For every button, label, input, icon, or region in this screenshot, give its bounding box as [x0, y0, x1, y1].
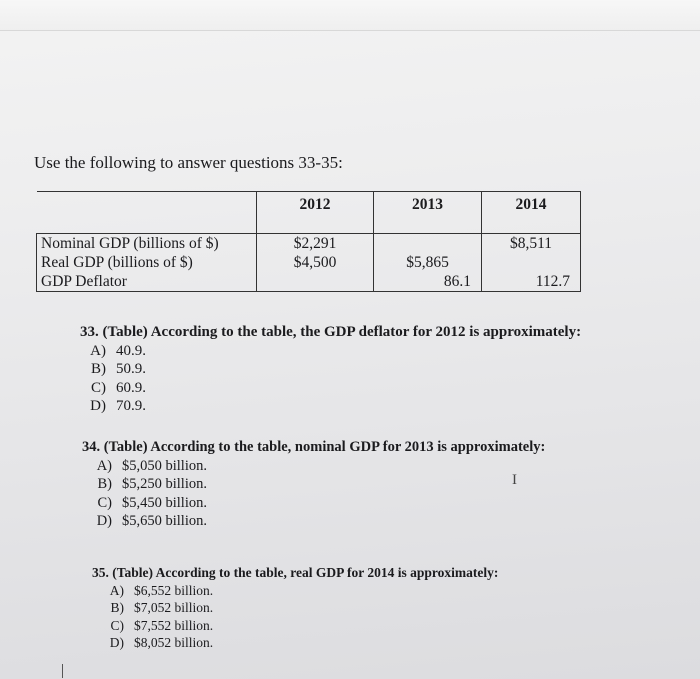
option-letter: C) — [91, 379, 106, 396]
option-text: $7,552 billion. — [134, 617, 214, 633]
cell-nominal-2013 — [374, 234, 482, 254]
intro-text: Use the following to answer questions 33-35: — [34, 153, 343, 172]
header-blank-cell — [37, 192, 257, 234]
header-2012: 2012 — [257, 192, 374, 234]
table-header-row — [37, 192, 581, 234]
option-text: 40.9. — [116, 342, 146, 359]
option-letter: B) — [91, 361, 106, 377]
option-text: $5,050 billion. — [122, 457, 207, 474]
question-stem: 33. (Table) According to the table, the GDP deflator for 2012 is approximately: — [80, 324, 582, 340]
question-35 — [92, 564, 498, 652]
answer-option — [80, 379, 581, 398]
table-row — [37, 272, 581, 292]
pen-mark — [62, 664, 63, 678]
question-34 — [82, 438, 545, 531]
table-row — [37, 253, 581, 272]
option-text: $6,552 billion. — [134, 582, 214, 598]
option-letter: B) — [97, 476, 112, 492]
question-stem: 34. (Table) According to the table, nominal GDP for 2013 is approximately: — [82, 439, 546, 455]
option-letter: A) — [109, 582, 124, 598]
option-text: $8,052 billion. — [134, 635, 214, 650]
answer-option — [82, 475, 545, 494]
answer-option — [92, 617, 498, 635]
cell-deflator-2013: 86.1 — [374, 272, 482, 292]
cell-real-2014 — [482, 253, 581, 272]
option-text: 70.9. — [116, 398, 146, 414]
answer-option — [92, 634, 498, 652]
question-stem: 35. (Table) According to the table, real GDP for 2014 is approximately: — [92, 565, 499, 580]
cell-real-2013: $5,865 — [374, 253, 482, 272]
answer-option — [92, 599, 498, 617]
header-2013: 2013 — [374, 192, 482, 234]
option-text: $5,250 billion. — [122, 476, 207, 492]
answer-option — [80, 360, 581, 379]
cell-nominal-2012: $2,291 — [257, 234, 374, 254]
cell-real-2012: $4,500 — [257, 253, 374, 272]
option-text: $5,450 billion. — [122, 494, 207, 511]
answer-option — [80, 397, 581, 416]
row-label: Nominal GDP (billions of $) — [37, 234, 257, 254]
option-text: 50.9. — [116, 361, 146, 377]
row-label: Real GDP (billions of $) — [37, 253, 257, 272]
answer-option — [80, 342, 581, 361]
text-cursor-icon: I — [512, 472, 517, 488]
option-letter: D) — [96, 513, 112, 529]
option-text: $7,052 billion. — [134, 600, 214, 615]
top-strip — [0, 0, 700, 31]
option-letter: B) — [110, 600, 124, 615]
option-letter: D) — [90, 398, 106, 414]
cell-deflator-2014: 112.7 — [482, 272, 581, 292]
option-letter: C) — [97, 494, 112, 511]
header-2014: 2014 — [482, 192, 581, 234]
cell-nominal-2014: $8,511 — [482, 234, 581, 254]
table-row — [37, 234, 581, 254]
option-text: 60.9. — [116, 379, 146, 396]
answer-option — [82, 457, 545, 476]
question-33 — [80, 323, 581, 416]
option-letter: C) — [110, 617, 124, 633]
option-letter: A) — [96, 457, 112, 474]
answer-option — [92, 582, 498, 600]
gdp-table — [36, 191, 581, 292]
option-text: $5,650 billion. — [122, 513, 207, 529]
cell-deflator-2012 — [257, 272, 374, 292]
row-label: GDP Deflator — [37, 272, 257, 292]
answer-option — [82, 494, 545, 513]
option-letter: D) — [109, 635, 124, 650]
answer-option — [82, 512, 545, 531]
option-letter: A) — [90, 342, 106, 359]
